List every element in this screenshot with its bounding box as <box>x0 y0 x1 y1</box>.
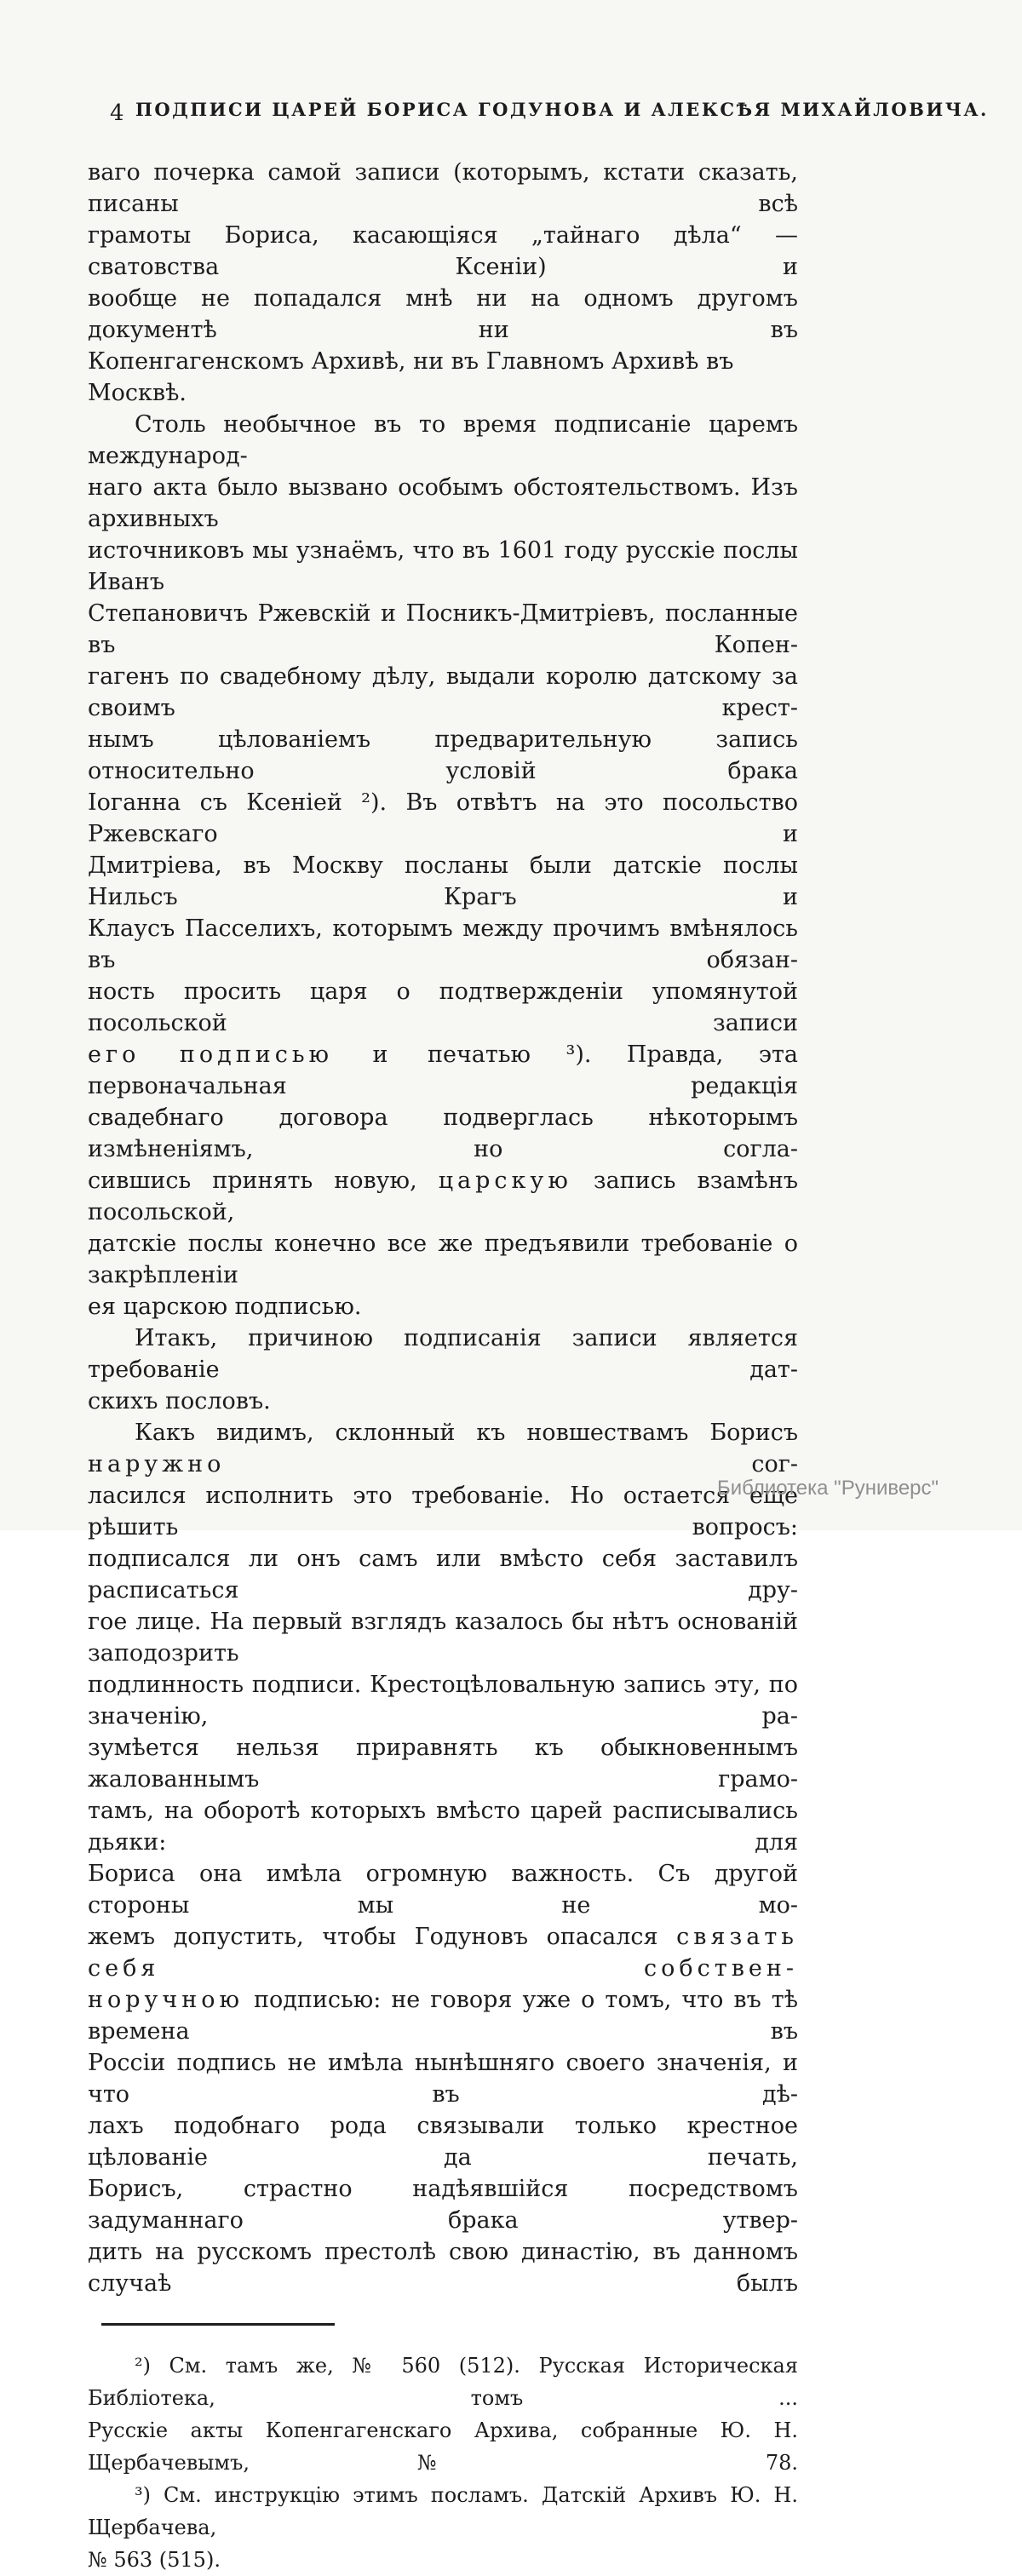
text-segment: ея царскою подписью. <box>88 1294 362 1320</box>
text-line <box>88 787 798 850</box>
paragraph <box>88 157 798 409</box>
paragraph <box>88 409 798 1322</box>
text-line <box>88 1417 798 1480</box>
text-line <box>88 661 798 724</box>
paragraph <box>88 1322 798 1417</box>
text-segment: Степановичъ Ржевскій и Посникъ-Дмитріевъ, посланные въ Копен- <box>88 600 798 658</box>
text-segment: зумѣется нельзя приравнять къ обыкновеннымъ жалованнымъ грамо- <box>88 1735 798 1793</box>
text-segment: сог- <box>225 1451 798 1477</box>
footnote-separator <box>101 2323 335 2326</box>
paragraph <box>88 1417 798 2299</box>
text-segment: Борисъ, страстно надѣявшійся посредствомъ задуманнаго брака утвер- <box>88 2176 798 2234</box>
text-segment: нымъ цѣлованіемъ предварительную запись относительно условій брака <box>88 726 798 784</box>
text-segment: ³) См. инструкцію этимъ посламъ. Датскій Архивъ Ю. Н. Щербачева, <box>88 2483 798 2539</box>
body-text <box>88 157 798 2299</box>
text-line <box>88 1606 798 1669</box>
text-line <box>88 1386 798 1417</box>
text-line <box>88 724 798 787</box>
text-line <box>88 283 798 346</box>
text-segment: Дмитріева, въ Москву посланы были датскіе послы Нильсъ Крагъ и <box>88 852 798 910</box>
text-segment: гагенъ по свадебному дѣлу, выдали королю датскому за своимъ крест- <box>88 663 798 721</box>
text-line <box>88 1921 798 1984</box>
text-line <box>88 1543 798 1606</box>
text-line <box>88 1322 798 1386</box>
text-line <box>88 1795 798 1858</box>
text-segment: подписью: не говоря уже о томъ, что въ тѣ времена въ <box>88 1987 798 2045</box>
text-segment: гое лице. На первый взглядъ казалось бы нѣтъ основаній заподозрить <box>88 1609 798 1667</box>
text-segment: ласился исполнить это требованіе. Но остается еще рѣшить вопросъ: <box>88 1483 798 1540</box>
text-line <box>88 850 798 913</box>
text-segment: подписался ли онъ самъ или вмѣсто себя заставилъ расписаться дру- <box>88 1546 798 1604</box>
text-segment: вообще не попадался мнѣ ни на одномъ другомъ документѣ ни въ <box>88 285 798 343</box>
text-line <box>88 1039 798 1102</box>
text-line <box>88 2047 798 2110</box>
text-segment: Іоганна съ Ксеніей ²). Въ отвѣтъ на это посольство Ржевскаго и <box>88 789 798 847</box>
text-line <box>88 220 798 283</box>
text-segment: грамоты Бориса, касающіяся „тайнаго дѣла“ — сватовства Ксеніи) и <box>88 222 798 280</box>
text-segment: Клаусъ Пасселихъ, которымъ между прочимъ вмѣнялось въ обязан- <box>88 915 798 973</box>
text-line <box>88 1102 798 1165</box>
text-line <box>88 409 798 472</box>
emphasized-text: связать себя собствен- <box>88 1924 798 1982</box>
footnote-line <box>88 2349 798 2414</box>
text-segment: запись взамѣнъ посольской, <box>88 1168 798 1225</box>
watermark: Библиотека "Руниверс" <box>717 1477 939 1500</box>
text-segment: тамъ, на оборотѣ которыхъ вмѣсто царей расписывались дьяки: для <box>88 1798 798 1856</box>
text-line <box>88 1165 798 1228</box>
text-line <box>88 1984 798 2047</box>
text-line <box>88 1228 798 1291</box>
text-segment: жемъ допустить, чтобы Годуновъ опасался <box>88 1924 677 1950</box>
text-line <box>88 2110 798 2173</box>
footnote-line <box>88 2414 798 2479</box>
text-segment: Копенгагенскомъ Архивѣ, ни въ Главномъ Архивѣ въ Москвѣ. <box>88 348 734 406</box>
text-segment: ²) См. тамъ же, № 560 (512). Русская Историческая Библіотека, томъ ... <box>88 2354 798 2410</box>
footnote-line <box>88 2479 798 2544</box>
text-segment: лахъ подобнаго рода связывали только крестное цѣлованіе да печать, <box>88 2113 798 2171</box>
text-line <box>88 535 798 598</box>
text-segment: подлинность подписи. Крестоцѣловальную запись эту, по значенію, ра- <box>88 1672 798 1730</box>
emphasized-text: наружно <box>88 1451 226 1477</box>
text-segment: № 563 (515). <box>88 2548 221 2572</box>
text-line <box>88 1669 798 1732</box>
text-line <box>88 913 798 976</box>
text-line <box>88 472 798 535</box>
text-line <box>88 157 798 220</box>
footnotes <box>88 2349 798 2576</box>
emphasized-text: его подписью и <box>88 1041 393 1068</box>
footnote-line <box>88 2544 798 2576</box>
text-line <box>88 2236 798 2299</box>
text-segment: ность просить царя о подтвержденіи упомянутой посольской записи <box>88 978 798 1036</box>
text-segment: сившись принять новую, <box>88 1168 439 1194</box>
text-segment: наго акта было вызвано особымъ обстоятельствомъ. Изъ архивныхъ <box>88 474 798 532</box>
text-line <box>88 1480 798 1543</box>
text-segment: свадебнаго договора подверглась нѣкоторымъ измѣненіямъ, но согла- <box>88 1104 798 1162</box>
text-line <box>88 598 798 661</box>
text-segment: Итакъ, причиною подписанія записи является требованіе дат- <box>88 1325 798 1383</box>
page-header <box>88 99 989 126</box>
emphasized-text: норучною <box>88 1987 244 2013</box>
text-line <box>88 1732 798 1795</box>
text-segment: ваго почерка самой записи (которымъ, кстати сказать, писаны всѣ <box>88 159 798 217</box>
text-segment: дить на русскомъ престолѣ свою династію, въ данномъ случаѣ былъ <box>88 2239 798 2297</box>
text-segment: Русскіе акты Копенгагенскаго Архива, собранные Ю. Н. Щербачевымъ, № 78. <box>88 2418 798 2475</box>
text-line <box>88 976 798 1039</box>
text-line <box>88 2173 798 2236</box>
running-title: ПОДПИСИ ЦАРЕЙ БОРИСА ГОДУНОВА И АЛЕКСѢЯ МИХАЙЛОВИЧА. <box>135 99 989 120</box>
text-segment: Бориса она имѣла огромную важность. Съ другой стороны мы не мо- <box>88 1861 798 1919</box>
text-segment: печатью ³). Правда, эта первоначальная редакція <box>88 1041 798 1099</box>
text-line <box>88 1858 798 1921</box>
text-line <box>88 346 798 409</box>
text-line <box>88 1291 798 1322</box>
text-segment: датскіе послы конечно все же предъявили требованіе о закрѣпленіи <box>88 1231 798 1288</box>
emphasized-text: царскую <box>438 1168 572 1194</box>
page-number: 4 <box>110 100 124 126</box>
text-segment: Столь необычное въ то время подписаніе царемъ международ- <box>88 411 798 469</box>
text-segment: Какъ видимъ, склонный къ новшествамъ Борисъ <box>135 1420 798 1446</box>
text-segment: Россіи подпись не имѣла нынѣшняго своего значенія, и что въ дѣ- <box>88 2050 798 2108</box>
text-segment: скихъ пословъ. <box>88 1388 271 1414</box>
text-segment: источниковъ мы узнаёмъ, что въ 1601 году русскіе послы Иванъ <box>88 537 798 595</box>
